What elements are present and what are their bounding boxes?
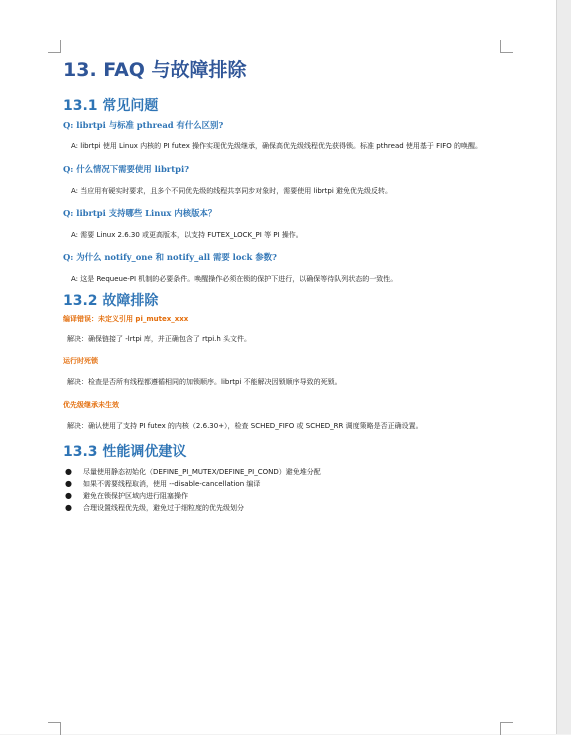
tuning-list bbox=[63, 466, 503, 514]
list-item bbox=[65, 466, 503, 478]
faq-answer: A: librtpi 使用 Linux 内核的 PI futex 操作实现优先级继承，确保高优先级线程优先获得锁。标准 pthread 使用基于 FIFO 的唤醒。 bbox=[71, 142, 482, 150]
faq-heading: 13.1 常见问题 bbox=[63, 98, 159, 114]
issue-solution: 解决：确保链接了 -lrtpi 库，并正确包含了 rtpi.h 头文件。 bbox=[67, 335, 252, 343]
issue-label: 编译错误：未定义引用 pi_mutex_xxx bbox=[63, 315, 189, 323]
issue-label: 优先级继承未生效 bbox=[63, 401, 119, 409]
bullet-icon: ● bbox=[65, 503, 72, 512]
list-item-text: 尽量使用静态初始化（DEFINE_PI_MUTEX/DEFINE_PI_COND）避免堆分配 bbox=[83, 468, 321, 476]
list-item-text: 如果不需要线程取消，使用 --disable-cancellation 编译 bbox=[83, 480, 261, 488]
page-corner-mark-top-right bbox=[500, 40, 513, 53]
issue-solution: 解决：确认使用了支持 PI futex 的内核（2.6.30+），检查 SCHED_FIFO 或 SCHED_RR 调度策略是否正确设置。 bbox=[67, 422, 423, 430]
troubleshooting-heading: 13.2 故障排除 bbox=[63, 293, 159, 309]
section-title: 13. FAQ 与故障排除 bbox=[63, 59, 247, 81]
faq-answer: A: 这是 Requeue-PI 机制的必要条件。唤醒操作必须在锁的保护下进行，以确保等待队列状态的一致性。 bbox=[71, 275, 398, 283]
page-corner-mark-bottom-left bbox=[48, 722, 61, 735]
issue-label: 运行时死锁 bbox=[63, 357, 98, 365]
faq-answer: A: 当应用有硬实时要求，且多个不同优先级的线程共享同步对象时，需要使用 librtpi 避免优先级反转。 bbox=[71, 187, 393, 195]
bullet-icon: ● bbox=[65, 479, 72, 488]
page-content[interactable] bbox=[63, 56, 503, 514]
faq-question: Q: librtpi 与标准 pthread 有什么区别? bbox=[63, 120, 224, 130]
issue-solution: 解决：检查是否所有线程都遵循相同的加锁顺序。librtpi 不能解决因锁顺序导致的死锁。 bbox=[67, 378, 342, 386]
vertical-scrollbar[interactable] bbox=[557, 0, 571, 734]
page-corner-mark-bottom-right bbox=[500, 722, 513, 735]
faq-question: Q: 为什么 notify_one 和 notify_all 需要 lock 参数? bbox=[63, 252, 277, 262]
tuning-heading: 13.3 性能调优建议 bbox=[63, 444, 187, 460]
faq-question: Q: 什么情况下需要使用 librtpi? bbox=[63, 164, 190, 174]
bullet-icon: ● bbox=[65, 491, 72, 500]
page-corner-mark-top-left bbox=[48, 40, 61, 53]
list-item bbox=[65, 490, 503, 502]
list-item bbox=[65, 478, 503, 490]
list-item-text: 避免在锁保护区域内进行阻塞操作 bbox=[83, 492, 188, 500]
faq-question: Q: librtpi 支持哪些 Linux 内核版本？ bbox=[63, 208, 217, 218]
list-item bbox=[65, 502, 503, 514]
bullet-icon: ● bbox=[65, 467, 72, 476]
faq-answer: A: 需要 Linux 2.6.30 或更高版本，以支持 FUTEX_LOCK_PI 等 PI 操作。 bbox=[71, 231, 303, 239]
list-item-text: 合理设置线程优先级，避免过于细粒度的优先级划分 bbox=[83, 504, 244, 512]
